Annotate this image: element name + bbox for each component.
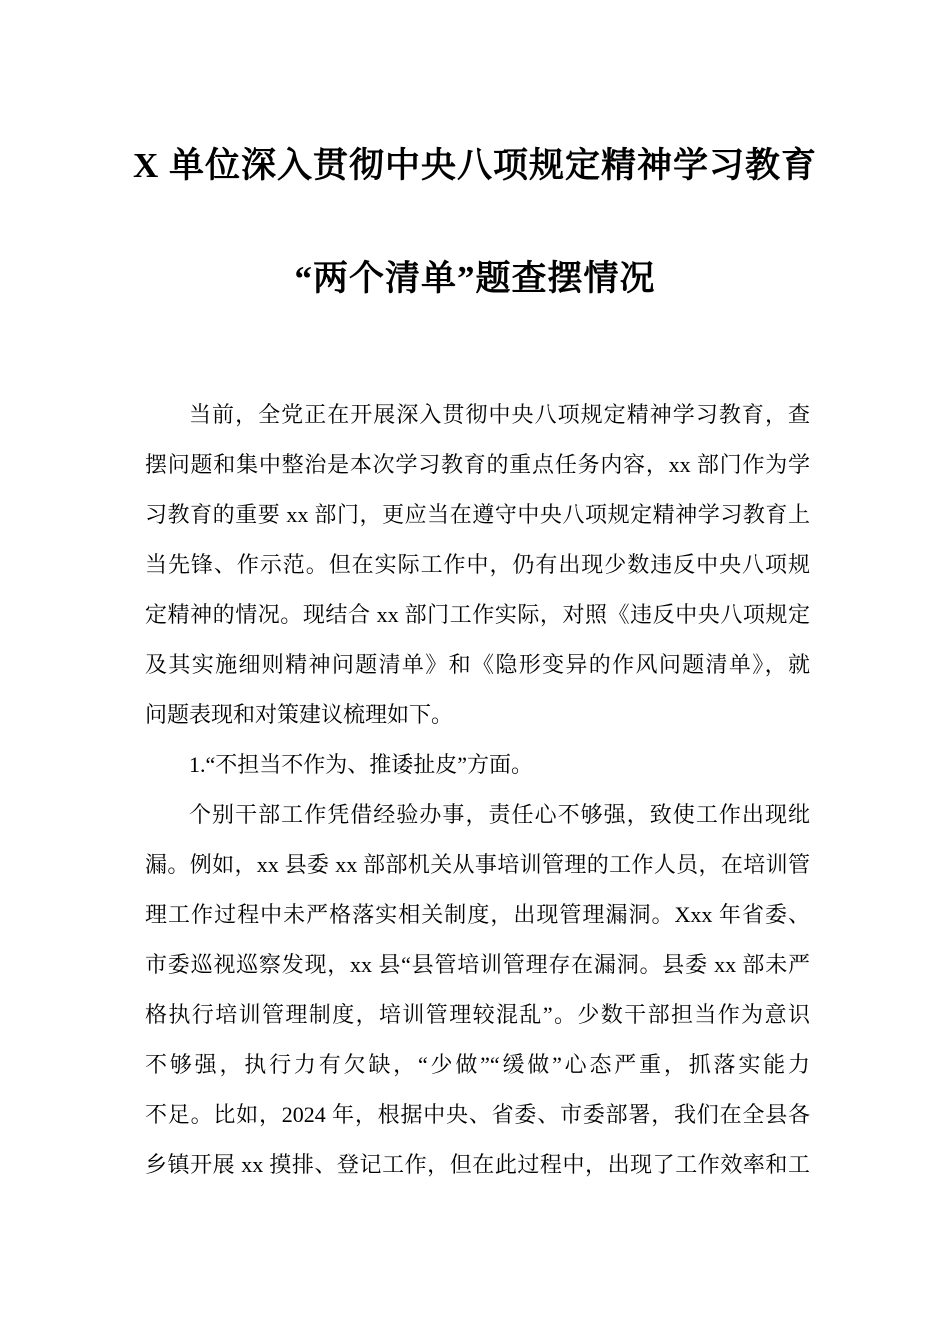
body-line: 当先锋、作示范。但在实际工作中，仍有出现少数违反中央八项规 — [145, 552, 810, 577]
body-line: 当前，全党正在开展深入贯彻中央八项规定精神学习教育，查 — [189, 402, 810, 427]
body-line: 定精神的情况。现结合 xx 部门工作实际，对照《违反中央八项规定 — [145, 602, 810, 627]
document-title-line-1: X 单位深入贯彻中央八项规定精神学习教育 — [132, 146, 818, 185]
body-line: 个别干部工作凭借经验办事，责任心不够强，致使工作出现纰 — [189, 802, 810, 827]
body-line: 格执行培训管理制度，培训管理较混乱”。少数干部担当作为意识 — [145, 1002, 810, 1027]
body-line: 乡镇开展 xx 摸排、登记工作，但在此过程中，出现了工作效率和工 — [145, 1152, 810, 1177]
document-title-line-2: “两个清单”题查摆情况 — [294, 259, 656, 298]
document-body — [145, 390, 810, 1190]
body-line: 市委巡视巡察发现，xx 县“县管培训管理存在漏洞。县委 xx 部未严 — [145, 952, 810, 977]
body-line: 摆问题和集中整治是本次学习教育的重点任务内容，xx 部门作为学 — [145, 452, 810, 477]
body-line: 习教育的重要 xx 部门，更应当在遵守中央八项规定精神学习教育上 — [145, 502, 810, 527]
document-title — [70, 145, 880, 300]
body-line: 及其实施细则精神问题清单》和《隐形变异的作风问题清单》，就 — [145, 652, 810, 677]
body-line: 不足。比如，2024 年，根据中央、省委、市委部署，我们在全县各 — [145, 1102, 810, 1127]
body-line: 理工作过程中未严格落实相关制度，出现管理漏洞。Xxx 年省委、 — [145, 902, 810, 927]
body-line: 问题表现和对策建议梳理如下。 — [145, 702, 454, 727]
body-line: 漏。例如，xx 县委 xx 部部机关从事培训管理的工作人员，在培训管 — [145, 852, 810, 877]
body-section-heading: 1.“不担当不作为、推诿扯皮”方面。 — [189, 752, 534, 777]
body-line: 不够强，执行力有欠缺，“少做”“缓做”心态严重，抓落实能力 — [145, 1052, 810, 1077]
